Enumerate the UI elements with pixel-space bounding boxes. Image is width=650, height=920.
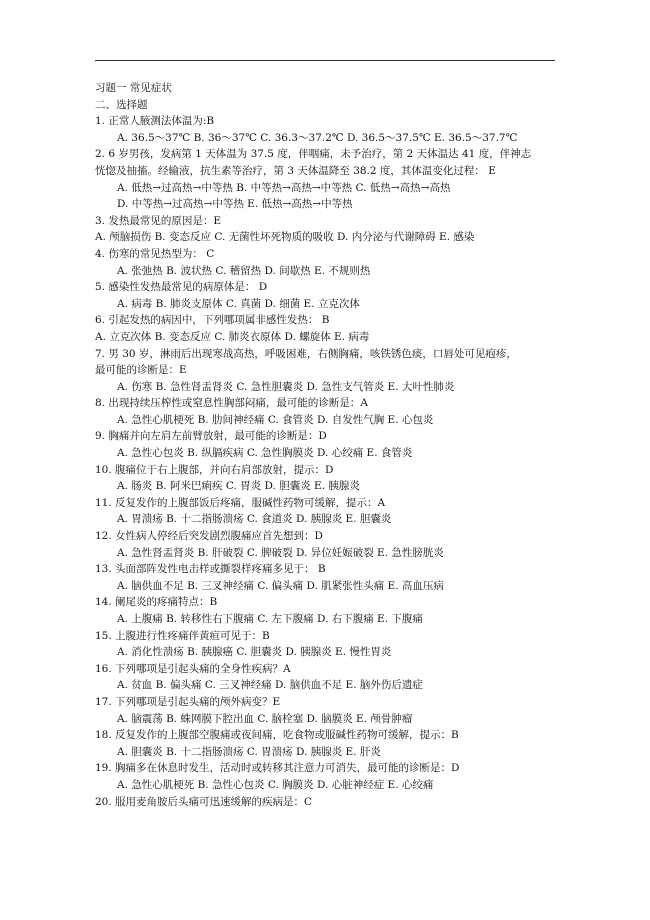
option-line: A. 伤寒 B. 急性肾盂肾炎 C. 急性胆囊炎 D. 急性支气管炎 E. 大叶性肺炎 <box>117 380 455 393</box>
option-line: A. 肠炎 B. 阿米巴痢疾 C. 胃炎 D. 胆囊炎 E. 胰腺炎 <box>117 480 360 493</box>
exercise-content <box>95 80 565 810</box>
option-line: A. 急性心包炎 B. 纵膈疾病 C. 急性胸膜炎 D. 心绞痛 E. 食管炎 <box>117 447 413 460</box>
question-line: 恍惚及抽搐。经输液，抗生素等治疗，第 3 天体温降至 38.2 度，其体温变化过程： E <box>95 164 496 177</box>
option-line: A. 脑震荡 B. 蛛网膜下腔出血 C. 脑栓塞 D. 脑膜炎 E. 颅骨肿瘤 <box>117 712 413 725</box>
option-line: A. 急性心肌梗死 B. 肋间神经痛 C. 食管炎 D. 自发性气胸 E. 心包炎 <box>117 413 434 426</box>
question-line: 20. 服用麦角胺后头痛可迅速缓解的疾病是：C <box>95 795 313 808</box>
question-line: A. 立克次体 B. 变态反应 C. 肺炎衣原体 D. 螺旋体 E. 病毒 <box>95 330 370 343</box>
question-list <box>95 113 565 810</box>
question-line: 9. 胸痛并向左肩左前臂放射，最可能的诊断是：D <box>95 430 327 443</box>
option-line: A. 脑供血不足 B. 三叉神经痛 C. 偏头痛 D. 肌紧张性头痛 E. 高血压病 <box>117 579 444 592</box>
question-line: 3. 发热最常见的原因是：E <box>95 214 222 227</box>
question-line: 6. 引起发热的病因中，下列哪项属非感性发热： B <box>95 314 330 327</box>
section-title: 二、选择题 <box>95 98 148 111</box>
option-line: A. 胆囊炎 B. 十二指肠溃疡 C. 胃溃疡 D. 胰腺炎 E. 肝炎 <box>117 745 381 758</box>
question-line: 11. 反复发作的上腹部饭后疼痛，服碱性药物可缓解，提示：A <box>95 496 386 509</box>
question-line: 4. 伤寒的常见热型为： C <box>95 247 215 260</box>
option-line: A. 急性肾盂肾炎 B. 肝破裂 C. 脾破裂 D. 异位妊娠破裂 E. 急性膀胱炎 <box>117 546 444 559</box>
question-line: 18. 反复发作的上腹部空腹痛或夜间痛，吃食物或服碱性药物可缓解，提示：B <box>95 729 459 742</box>
question-line: 1. 正常人腋测法体温为:B <box>95 115 215 128</box>
option-line: A. 上腹痛 B. 转移性右下腹痛 C. 左下腹痛 D. 右下腹痛 E. 下腹痛 <box>117 613 423 625</box>
question-line: 19. 胸痛多在休息时发生，活动时或转移其注意力可消失，最可能的诊断是：D <box>95 762 460 775</box>
question-line: 17. 下列哪项是引起头痛的颅外病变？E <box>95 695 281 708</box>
option-line: A. 病毒 B. 肺炎支原体 C. 真菌 D. 细菌 E. 立克次体 <box>117 297 360 310</box>
question-line: 15. 上腹进行性疼痛伴黄疸可见于：B <box>95 629 270 642</box>
option-line: A. 胃溃疡 B. 十二指肠溃疡 C. 食道炎 D. 胰腺炎 E. 胆囊炎 <box>117 513 392 526</box>
question-line: 13. 头面部阵发性电击样或撕裂样疼痛多见于： B <box>95 563 326 576</box>
question-line: 16. 下列哪项是引起头痛的全身性疾病？A <box>95 662 291 675</box>
option-line: A. 36.5～37℃ B. 36～37℃ C. 36.3～37.2℃ D. 36.5～37.5℃ E. 36.5～37.7℃ <box>117 131 518 144</box>
question-line: 10. 腹痛位于右上腹部，并向右肩部放射，提示：D <box>95 463 334 476</box>
question-line: 2. 6 岁男孩，发病第 1 天体温为 37.5 度，伴咽痛，未予治疗，第 2 天体温达 41 度，伴神志 <box>95 148 532 161</box>
option-line: A. 急性心肌梗死 B. 急性心包炎 C. 胸膜炎 D. 心脏神经症 E. 心绞痛 <box>117 778 434 791</box>
chapter-title: 习题一 常见症状 <box>95 82 172 94</box>
option-line: D. 中等热→过高热→中等热 E. 低热→高热→中等热 <box>117 198 353 211</box>
option-line: A. 消化性溃疡 B. 胰腺癌 C. 胆囊炎 D. 胰腺炎 E. 慢性胃炎 <box>117 646 392 659</box>
header-rule <box>95 60 555 61</box>
question-line: 最可能的诊断是：E <box>95 364 187 377</box>
question-line: 8. 出现持续压榨性或窒息性胸部闷痛，最可能的诊断是：A <box>95 397 368 410</box>
question-line: A. 颅脑损伤 B. 变态反应 C. 无菌性坏死物质的吸收 D. 内分泌与代谢障碍 E. 感染 <box>95 231 475 244</box>
question-line: 7. 男 30 岁，淋雨后出现寒战高热，呼吸困难，右侧胸痛，咳铁锈色痰，口唇处可见疱疹， <box>95 347 517 360</box>
question-line: 5. 感染性发热最常见的病原体是： D <box>95 281 268 294</box>
question-line: 14. 阑尾炎的疼痛特点：B <box>95 596 218 609</box>
option-line: A. 低热→过高热→中等热 B. 中等热→高热→中等热 C. 低热→高热→高热 <box>117 181 451 194</box>
option-line: A. 张弛热 B. 波状热 C. 稽留热 D. 间歇热 E. 不规则热 <box>117 264 371 277</box>
option-line: A. 贫血 B. 偏头痛 C. 三叉神经痛 D. 脑供血不足 E. 脑外伤后遗症 <box>117 679 423 692</box>
question-line: 12. 女性病人停经后突发剧烈腹痛应首先想到：D <box>95 530 323 543</box>
